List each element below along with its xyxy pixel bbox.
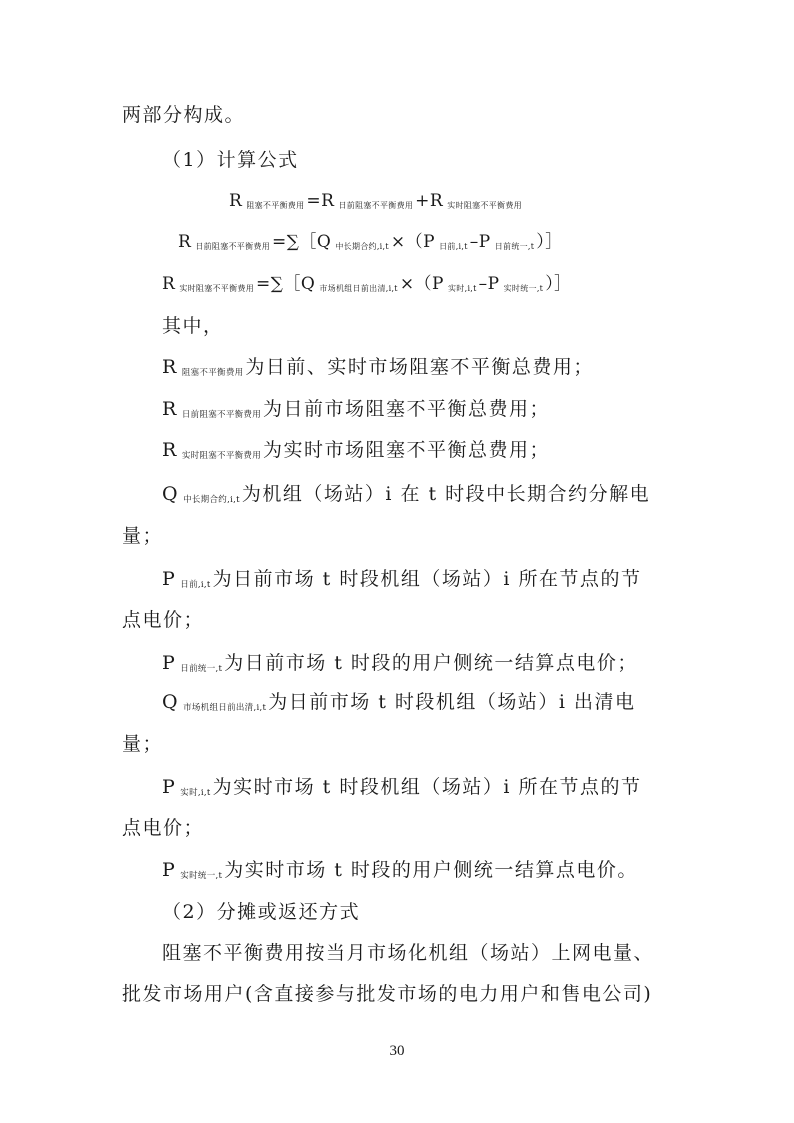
- paragraph-line: 两部分构成。: [122, 104, 246, 126]
- definition-text: 为日前市场 t 时段的用户侧统一结算点电价；: [224, 652, 638, 674]
- definition-line: [162, 861, 638, 880]
- formula-symbol: =∑［Q: [256, 274, 316, 294]
- definition-subscript: 实时统一,t: [180, 871, 223, 881]
- definition-symbol: R: [162, 356, 178, 378]
- definition-symbol: P: [162, 776, 177, 798]
- definition-symbol: P: [162, 859, 177, 881]
- formula-subscript: 实时,i,t: [448, 284, 477, 293]
- formula-subscript: 市场机组日前出清,i,t: [319, 284, 398, 293]
- definition-line: [162, 441, 550, 460]
- formula-real-time: [162, 276, 572, 293]
- definition-symbol: Q: [162, 691, 180, 713]
- formula-symbol: –P: [469, 232, 491, 252]
- paragraph-line: 批发市场用户(含直接参与批发市场的电力用户和售电公司): [122, 983, 653, 1005]
- definition-subscript: 日前,i,t: [180, 580, 211, 590]
- formula-symbol: R: [178, 232, 192, 252]
- formula-subscript: 实时阻塞不平衡费用: [447, 201, 522, 210]
- definition-symbol: P: [162, 568, 177, 590]
- page-number: 30: [389, 1043, 405, 1059]
- definition-subscript: 阻塞不平衡费用: [181, 368, 244, 378]
- definition-text: 为机组（场站）i 在 t 时段中长期合约分解电: [241, 483, 651, 505]
- paragraph-line: 阻塞不平衡费用按当月市场化机组（场站）上网电量、: [162, 942, 655, 964]
- formula-total: [229, 193, 524, 210]
- formula-symbol: R: [162, 274, 176, 294]
- definition-continuation: 点电价；: [122, 817, 205, 839]
- formula-symbol: =R: [306, 191, 335, 211]
- definition-continuation: 量；: [122, 525, 164, 547]
- formula-symbol: ）］: [536, 232, 563, 252]
- formula-day-ahead: [178, 234, 563, 251]
- definition-subscript: 中长期合约,i,t: [183, 495, 240, 505]
- definition-continuation: 点电价；: [122, 609, 205, 631]
- definition-text: 为实时市场阻塞不平衡总费用；: [263, 439, 551, 461]
- paragraph-line: 其中，: [162, 315, 224, 337]
- formula-symbol: +R: [415, 191, 444, 211]
- definition-symbol: Q: [162, 483, 180, 505]
- definition-text: 为实时市场 t 时段的用户侧统一结算点电价。: [224, 859, 638, 881]
- formula-symbol: –P: [478, 274, 500, 294]
- formula-symbol: R: [229, 191, 243, 211]
- section-heading-allocation: （2）分摊或返还方式: [162, 901, 361, 923]
- formula-subscript: 日前阻塞不平衡费用: [338, 201, 414, 210]
- formula-subscript: 中长期合约,i,t: [335, 242, 389, 251]
- definition-symbol: R: [162, 398, 178, 420]
- definition-subscript: 市场机组日前出清,i,t: [183, 703, 267, 713]
- definition-line: [162, 400, 550, 419]
- formula-subscript: 实时统一,t: [503, 284, 544, 293]
- definition-subscript: 实时,i,t: [180, 788, 211, 798]
- definition-line: [162, 693, 636, 712]
- definition-line: [162, 485, 650, 504]
- formula-subscript: 日前阻塞不平衡费用: [195, 242, 271, 251]
- definition-line: [162, 654, 638, 673]
- formula-subscript: 阻塞不平衡费用: [246, 201, 305, 210]
- definition-symbol: P: [162, 652, 177, 674]
- formula-symbol: ）］: [545, 274, 572, 294]
- formula-subscript: 日前统一,t: [494, 242, 535, 251]
- definition-text: 为日前、实时市场阻塞不平衡总费用；: [245, 356, 594, 378]
- formula-subscript: 实时阻塞不平衡费用: [179, 284, 255, 293]
- formula-symbol: ×（P: [390, 232, 436, 252]
- formula-symbol: ×（P: [399, 274, 444, 294]
- definition-line: [162, 570, 641, 589]
- definition-subscript: 日前统一,t: [180, 664, 223, 674]
- definition-symbol: R: [162, 439, 178, 461]
- definition-continuation: 量；: [122, 733, 164, 755]
- formula-subscript: 日前,i,t: [439, 242, 468, 251]
- definition-text: 为实时市场 t 时段机组（场站）i 所在节点的节: [212, 776, 642, 798]
- definition-subscript: 实时阻塞不平衡费用: [181, 451, 262, 461]
- definition-line: [162, 778, 641, 797]
- formula-symbol: =∑［Q: [272, 232, 332, 252]
- definition-text: 为日前市场阻塞不平衡总费用；: [263, 398, 551, 420]
- definition-text: 为日前市场 t 时段机组（场站）i 所在节点的节: [212, 568, 642, 590]
- definition-subscript: 日前阻塞不平衡费用: [181, 410, 262, 420]
- definition-text: 为日前市场 t 时段机组（场站）i 出清电: [268, 691, 636, 713]
- definition-line: [162, 358, 594, 377]
- section-heading-formula: （1）计算公式: [162, 149, 299, 171]
